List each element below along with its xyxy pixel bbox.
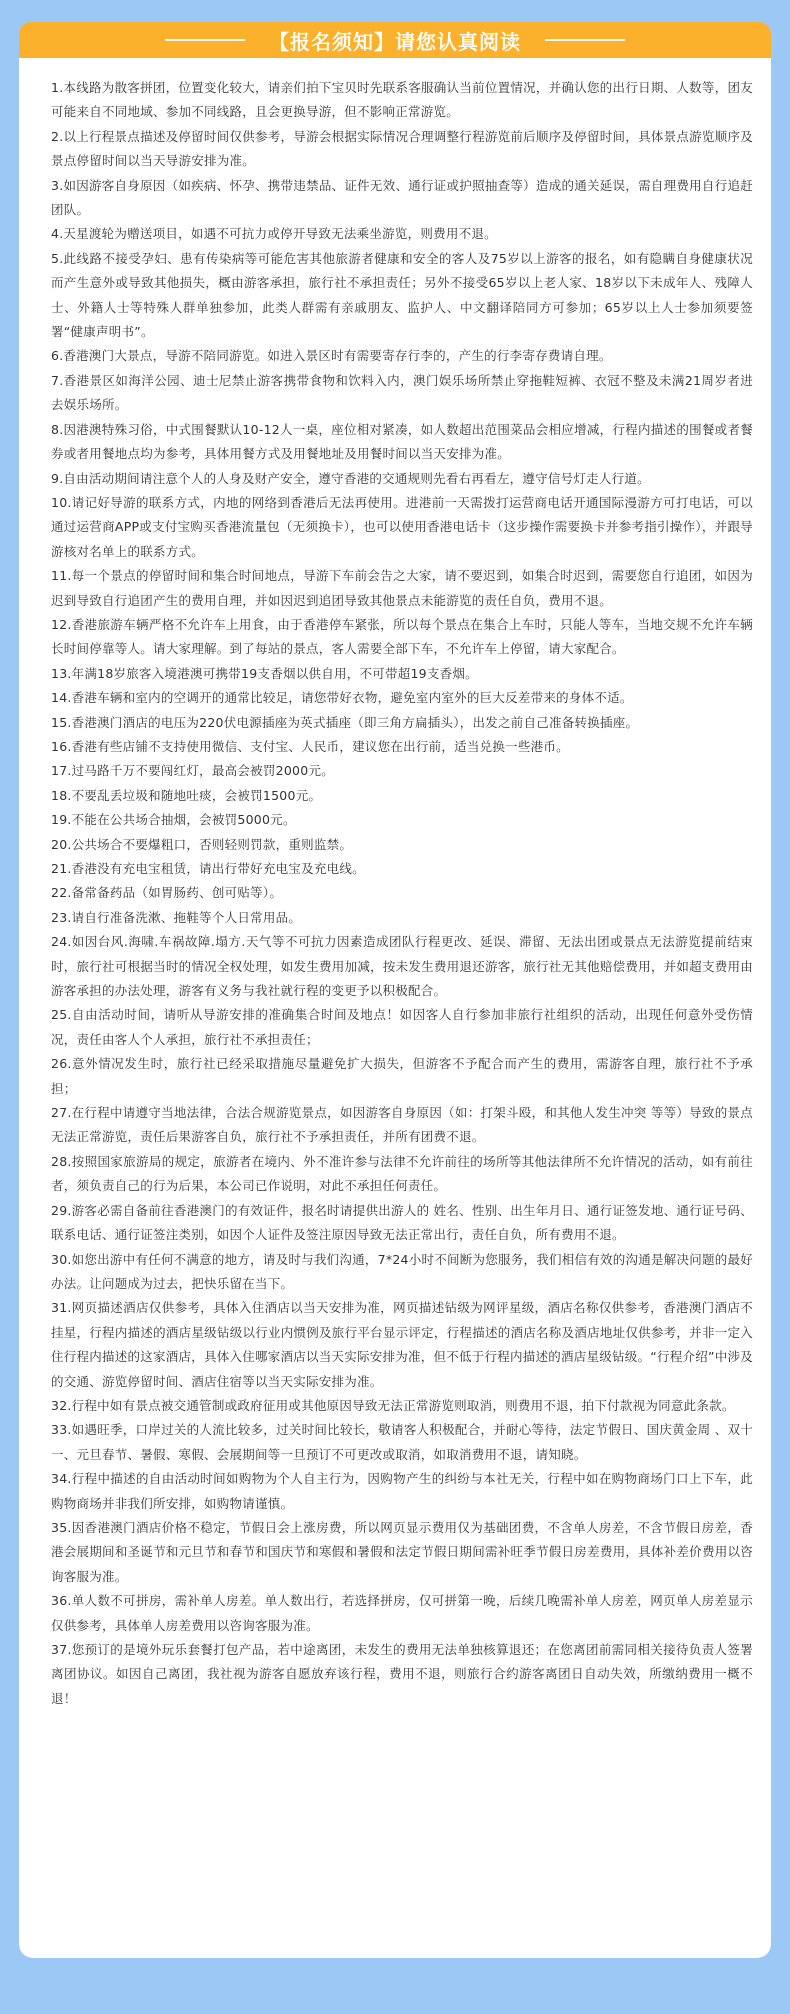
rules-list [51, 76, 753, 1711]
rule-item: 2.以上行程景点描述及停留时间仅供参考，导游会根据实际情况合理调整行程游览前后顺序及停留时间，具体景点游览顺序及景点停留时间以当天导游安排为准。 [51, 128, 753, 169]
banner-right-line [545, 39, 625, 41]
rule-item: 32.行程中如有景点被交通管制或政府征用或其他原因导致无法正常游览则取消，则费用不退，拍下付款视为同意此条款。 [51, 1397, 735, 1413]
rule-item: 37.您预订的是境外玩乐套餐打包产品，若中途离团，未发生的费用无法单独核算退还；在您离团前需同相关接待负责人签署离团协议。如因自己离团，我社视为游客自愿放弃该行程，费用不退，则旅行合约游客离团日自动失效，所缴纳费用一概不退！ [51, 1642, 753, 1706]
notice-banner [19, 22, 771, 58]
rule-item: 15.香港澳门酒店的电压为220伏电源插座为英式插座（即三角方扁插头），出发之前自己准备转换插座。 [51, 714, 639, 730]
rule-item: 25.自由活动时间，请听从导游安排的准确集合时间及地点！如因客人自行参加非旅行社组织的活动，出现任何意外受伤情况，责任由客人个人承担，旅行社不承担责任； [51, 1007, 753, 1047]
banner-title: 【报名须知】请您认真阅读 [269, 29, 521, 54]
rule-item: 7.香港景区如海洋公园、迪士尼禁止游客携带食物和饮料入内，澳门娱乐场所禁止穿拖鞋短裤、衣冠不整及未满21周岁者进去娱乐场所。 [51, 372, 753, 413]
rule-item: 28.按照国家旅游局的规定，旅游者在境内、外不准许参与法律不允许前往的场所等其他法律所不允许情况的活动，如有前往者，须负责自己的行为后果，本公司已作说明，对此不承担任何责任。 [51, 1153, 753, 1194]
rule-item: 6.香港澳门大景点，导游不陪同游览。如进入景区时有需要寄存行李的，产生的行李寄存费请自理。 [51, 348, 612, 364]
rule-item: 24.如因台风.海啸.车祸故障.塌方.天气等不可抗力因素造成团队行程更改、延误、滞留、无法出团或景点无法游览提前结束时，旅行社可根据当时的情况全权处理，如发生费用加减，按未发生费用退还游客，旅行社无其他赔偿费用，并如超支费用由游客承担的办法处理，游客有义务与我社就行程的变更予以积极配合。 [51, 934, 753, 999]
rule-item: 26.意外情况发生时，旅行社已经采取措施尽量避免扩大损失，但游客不予配合而产生的费用，需游客自理，旅行社不予承担； [51, 1056, 753, 1096]
notice-card [19, 58, 771, 1958]
rule-item: 22.备常备药品（如胃肠药、创可贴等）。 [51, 885, 283, 901]
rule-item: 21.香港没有充电宝租赁，请出行带好充电宝及充电线。 [51, 861, 365, 876]
rule-item: 18.不要乱丢垃圾和随地吐痰，会被罚1500元。 [51, 787, 322, 803]
rule-item: 20.公共场合不要爆粗口，否则轻则罚款，重则监禁。 [51, 836, 353, 852]
rule-item: 19.不能在公共场合抽烟，会被罚5000元。 [51, 812, 296, 828]
rule-item: 33.如遇旺季，口岸过关的人流比较多，过关时间比较长，敬请客人积极配合，并耐心等待，法定节假日、国庆黄金周 、双十一、元旦春节、暑假、寒假、会展期间等一旦预订不可更改或取消，如取消费用不退，请知晓。 [51, 1422, 753, 1462]
rule-item: 13.年满18岁旅客入境港澳可携带19支香烟以供自用，不可带超19支香烟。 [51, 665, 478, 681]
banner-left-line [165, 39, 245, 41]
rule-item: 16.香港有些店铺不支持使用微信、支付宝、人民币，建议您在出行前，适当兑换一些港币。 [51, 738, 569, 754]
rule-item: 9.自由活动期间请注意个人的人身及财产安全，遵守香港的交通规则先看右再看左，遵守信号灯走人行道。 [51, 470, 650, 486]
rule-item: 31.网页描述酒店仅供参考，具体入住酒店以当天安排为准，网页描述钻级为网评星级，酒店名称仅供参考，香港澳门酒店不挂星，行程内描述的酒店星级钻级以行业内惯例及旅行平台显示评定，行程描述的酒店名称及酒店地址仅供参考，并非一定入住行程内描述的这家酒店，具体入住哪家酒店以当天实际安排为准，但不低于行程内描述的酒店星级钻级。“行程介绍”中涉及的交通、游览停留时间、酒店住宿等以当天实际安排为准。 [51, 1300, 753, 1389]
rule-item: 4.天星渡轮为赠送项目，如遇不可抗力或停开导致无法乘坐游览，则费用不退。 [51, 226, 497, 242]
rule-item: 10.请记好导游的联系方式，内地的网络到香港后无法再使用。进港前一天需拨打运营商电话开通国际漫游方可打电话，可以通过运营商APP或支付宝购买香港流量包（无须换卡），也可以使用香港电话卡（这步操作需要换卡并参考指引操作），并跟导游核对名单上的联系方式。 [51, 494, 753, 559]
rule-item: 1.本线路为散客拼团，位置变化较大，请亲们拍下宝贝时先联系客服确认当前位置情况，并确认您的出行日期、人数等，团友可能来自不同地域、参加不同线路，且会更换导游，但不影响正常游览。 [51, 80, 753, 120]
rule-item: 23.请自行准备洗漱、拖鞋等个人日常用品。 [51, 909, 302, 925]
rule-item: 12.香港旅游车辆严格不允许车上用食，由于香港停车紧张，所以每个景点在集合上车时，只能人等车，当地交规不允许车辆长时间停靠等人。请大家理解。到了每站的景点，客人需要全部下车，不允许车上停留，请大家配合。 [51, 616, 753, 657]
rule-item: 30.如您出游中有任何不满意的地方，请及时与我们沟通，7*24小时不间断为您服务，我们相信有效的沟通是解决问题的最好办法。让问题成为过去，把快乐留在当下。 [51, 1251, 753, 1291]
rule-item: 5.此线路不接受孕妇、患有传染病等可能危害其他旅游者健康和安全的客人及75岁以上游客的报名，如有隐瞒自身健康状况而产生意外或导致其他损失，概由游客承担，旅行社不承担责任；另外不接受65岁以上老人家、18岁以下未成年人、残障人士、外籍人士等特殊人群单独参加，此类人群需有亲戚朋友、监护人、中文翻译陪同方可参加；65岁以上人士参加须要签署“健康声明书”。 [51, 250, 753, 340]
rule-item: 3.如因游客自身原因（如疾病、怀孕、携带违禁品、证件无效、通行证或护照抽查等）造成的通关延误，需自理费用自行追赶团队。 [51, 177, 753, 218]
rule-item: 35.因香港澳门酒店价格不稳定，节假日会上涨房费，所以网页显示费用仅为基础团费，不含单人房差，不含节假日房差，香港会展期间和圣诞节和元旦节和春节和国庆节和寒假和暑假和法定节假日期间需补旺季节假日房差费用，具体补差价费用以咨询客服为准。 [51, 1519, 753, 1584]
rule-item: 34.行程中描述的自由活动时间如购物为个人自主行为，因购物产生的纠纷与本社无关，行程中如在购物商场门口上下车，此购物商场并非我们所安排，如购物请谨慎。 [51, 1471, 753, 1511]
rule-item: 11.每一个景点的停留时间和集合时间地点，导游下车前会告之大家，请不要迟到，如集合时迟到，需要您自行追团，如因为迟到导致自行追团产生的费用自理，并如因迟到追团导致其他景点未能游览的责任自负，费用不退。 [51, 568, 753, 608]
rule-item: 14.香港车辆和室内的空调开的通常比较足，请您带好衣物，避免室内室外的巨大反差带来的身体不适。 [51, 690, 633, 706]
rule-item: 29.游客必需自备前往香港澳门的有效证件，报名时请提供出游人的 姓名、性别、出生年月日、通行证签发地、通行证号码、联系电话、通行证签注类别，如因个人证件及签注原因导致无法正常出行，责任自负，所有费用不退。 [51, 1202, 753, 1243]
rule-item: 27.在行程中请遵守当地法律，合法合规游览景点，如因游客自身原因（如：打架斗殴，和其他人发生冲突 等等）导致的景点无法正常游览，责任后果游客自负，旅行社不予承担责任，并所有团费不退。 [51, 1105, 753, 1145]
rule-item: 36.单人数不可拼房，需补单人房差。单人数出行，若选择拼房，仅可拼第一晚，后续几晚需补单人房差，网页单人房差显示仅供参考，具体单人房差费用以咨询客服为准。 [51, 1593, 753, 1633]
rule-item: 8.因港澳特殊习俗，中式围餐默认10-12人一桌，座位相对紧凑，如人数超出范围菜品会相应增减，行程内描述的围餐或者餐券或者用餐地点均为参考，具体用餐方式及用餐地址及用餐时间以当天安排为准。 [51, 421, 753, 462]
rule-item: 17.过马路千万不要闯红灯，最高会被罚2000元。 [51, 763, 334, 779]
